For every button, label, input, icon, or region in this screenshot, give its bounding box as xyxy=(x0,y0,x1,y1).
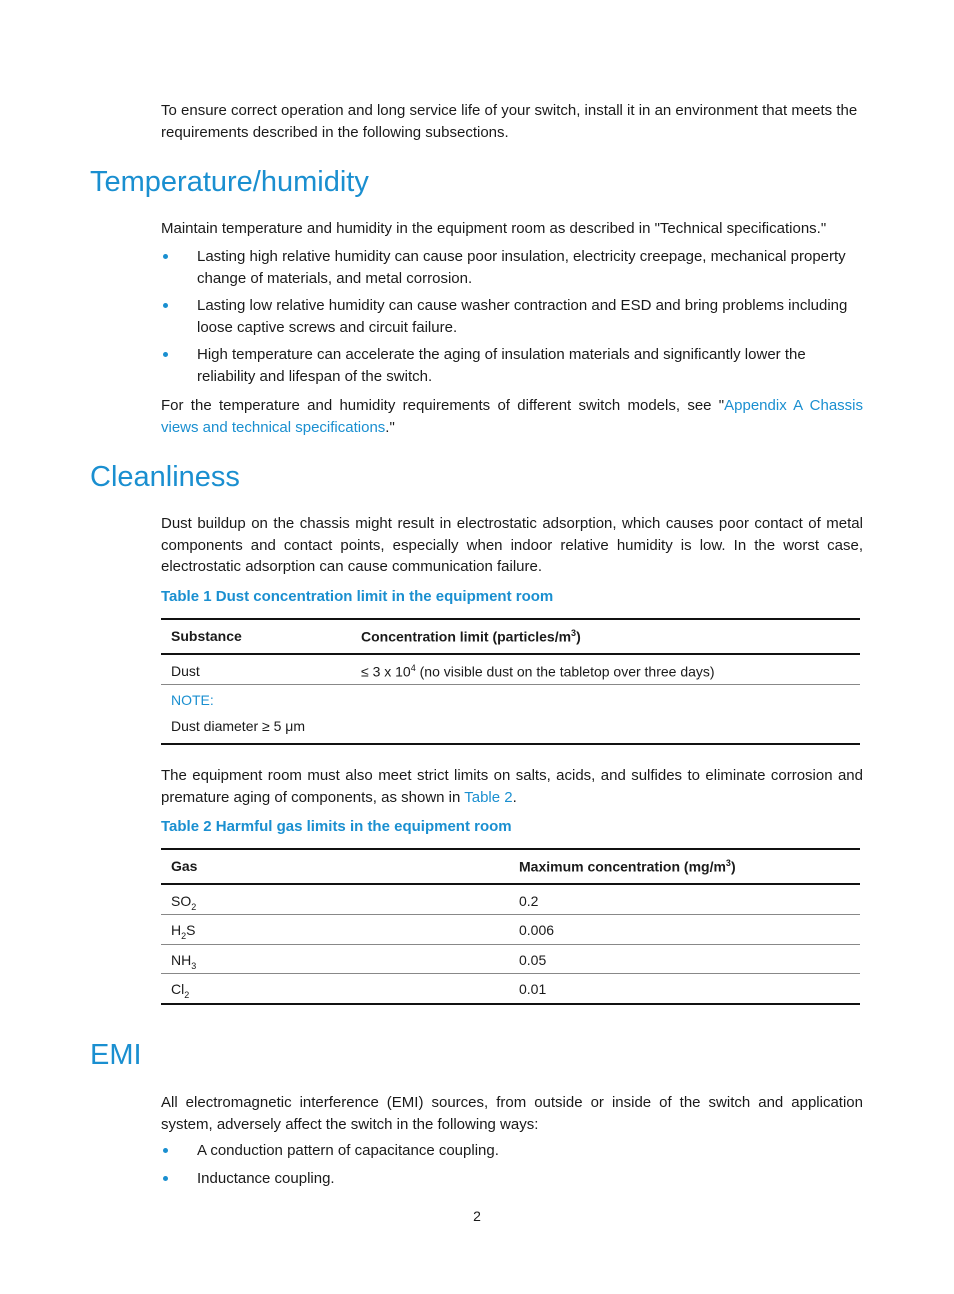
bullet-icon xyxy=(163,1176,168,1181)
harmful-gas-paragraph: The equipment room must also meet strict limits on salts, acids, and sulfides to eliminate corrosion and premature aging of components, as shown in Table 2. xyxy=(161,767,863,806)
table1-cell-limit: ≤ 3 x $10^4$ (no visible dust on the tabletop over three days) xyxy=(361,663,715,680)
intro-paragraph: To ensure correct operation and long service life of your switch, install it in an environment that meets the requirements described in the following subsections. xyxy=(161,102,858,141)
table2-gas-h2s: $H_2S$ xyxy=(171,922,196,941)
cleanliness-paragraph: Dust buildup on the chassis might result in electrostatic adsorption, which causes poor contact of metal components and contact points, especially when indoor relative humidity is low. In the worst case, electrostatic adsorption can cause communication failure. xyxy=(161,515,863,575)
bullet-icon xyxy=(163,303,168,308)
table2-gas-cl2: $Cl_2$ xyxy=(171,981,190,1000)
bullet-icon xyxy=(163,1148,168,1153)
note-text: Dust diameter ≥ 5 μm xyxy=(171,718,306,734)
list-item: High temperature can accelerate the aging of insulation materials and significantly lower the reliability and lifespan of the switch. xyxy=(161,344,863,387)
table2-gas-so2: $SO_2$ xyxy=(171,893,197,912)
table2-caption: Table 2 Harmful gas limits in the equipment room xyxy=(161,818,512,835)
temperature-bullet-list xyxy=(161,246,863,387)
list-item: Lasting high relative humidity can cause poor insulation, electricity creepage, mechanical property change of materials, and metal corrosion. xyxy=(161,246,863,289)
table1-header-limit: Concentration limit $(particles/m^3)$ xyxy=(361,628,581,645)
list-item: Lasting low relative humidity can cause washer contraction and ESD and bring problems including loose captive screws and circuit failure. xyxy=(161,295,863,338)
list-item: A conduction pattern of capacitance coupling. xyxy=(161,1140,863,1162)
table2-gas-nh3: $NH_3$ xyxy=(171,952,197,971)
emi-paragraph: All electromagnetic interference (EMI) sources, from outside or inside of the switch and application system, adversely affect the switch in the following ways: xyxy=(161,1094,863,1133)
table2-header-gas: Gas xyxy=(171,858,198,874)
temperature-reference: For the temperature and humidity requirements of different switch models, see "Appendix A Chassis views and technical specifications." xyxy=(161,397,863,436)
emi-bullet-list xyxy=(161,1140,863,1189)
table2-value-h2s: 0.006 xyxy=(519,922,555,938)
list-item: Inductance coupling. xyxy=(161,1168,863,1190)
bullet-icon xyxy=(163,254,168,259)
table1-caption: Table 1 Dust concentration limit in the equipment room xyxy=(161,588,554,605)
note-label: NOTE: xyxy=(171,692,214,708)
page-number: 2 xyxy=(473,1208,481,1224)
table2-link[interactable]: Table 2 xyxy=(464,788,513,806)
table2-value-nh3: 0.05 xyxy=(519,952,547,968)
table2-value-so2: 0.2 xyxy=(519,893,539,909)
table2-value-cl2: 0.01 xyxy=(519,981,547,997)
heading-cleanliness: Cleanliness xyxy=(90,461,240,493)
table1-header-substance: Substance xyxy=(171,628,242,644)
bullet-icon xyxy=(163,352,168,357)
table2-header-max: Maximum concentration $(mg/m^3)$ xyxy=(519,858,736,875)
table1-cell-dust: Dust xyxy=(171,663,200,679)
heading-emi: EMI xyxy=(90,1039,142,1071)
appendix-a-link[interactable]: Appendix A Chassis views and technical specifications xyxy=(161,397,863,436)
temperature-paragraph: Maintain temperature and humidity in the equipment room as described in "Technical specifications." xyxy=(161,220,827,237)
heading-temperature-humidity: Temperature/humidity xyxy=(90,166,369,198)
